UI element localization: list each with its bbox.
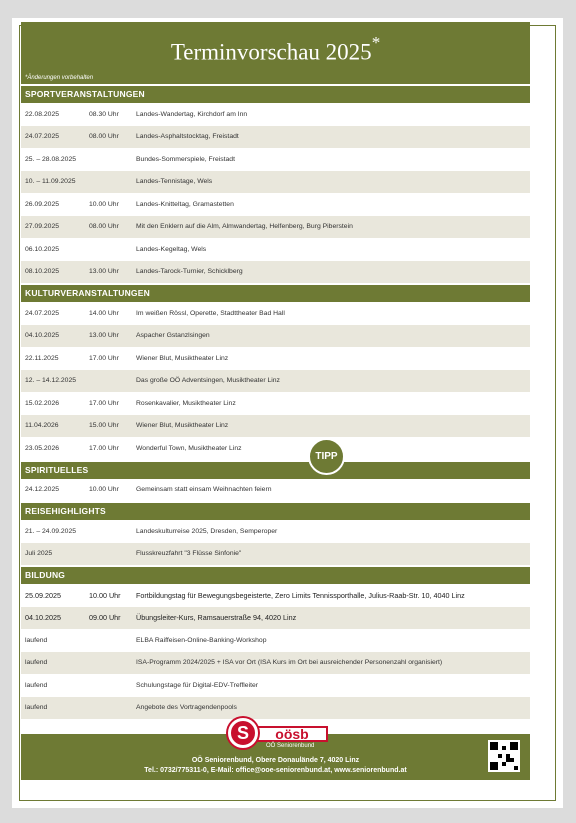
event-title: Wiener Blut, Musiktheater Linz xyxy=(136,422,229,430)
event-time: 08.00 Uhr xyxy=(89,133,119,141)
event-time: 09.00 Uhr xyxy=(89,613,121,623)
event-title: ELBA Raiffeisen-Online-Banking-Workshop xyxy=(136,636,267,644)
event-title: Fortbildungstag für Bewegungsbegeisterte, Zero Limits Tennissporthalle, Julius-Raab-Str. 10, 4040 Linz xyxy=(136,590,465,600)
event-row xyxy=(21,437,530,460)
event-date: laufend xyxy=(25,704,48,712)
qr-code-icon xyxy=(488,740,520,772)
event-title: ISA-Programm 2024/2025 + ISA vor Ort (ISA Kurs im Ort bei ausreichender Personenzahl organisiert) xyxy=(136,659,443,667)
page-title: Terminvorschau 2025* xyxy=(170,33,381,65)
event-date: Juli 2025 xyxy=(25,550,53,558)
event-date: 12. – 14.12.2025 xyxy=(25,377,77,385)
event-date: 21. – 24.09.2025 xyxy=(25,527,77,535)
event-date: 25.09.2025 xyxy=(25,590,61,600)
event-date: 24.12.2025 xyxy=(25,486,60,494)
event-row xyxy=(21,520,530,543)
event-date: 24.07.2025 xyxy=(25,309,60,317)
section-header-sport: SPORTVERANSTALTUNGEN xyxy=(21,84,530,103)
event-title: Landes-Wandertag, Kirchdorf am Inn xyxy=(136,110,248,118)
event-date: laufend xyxy=(25,681,48,689)
event-title: Bundes-Sommerspiele, Freistadt xyxy=(136,155,235,163)
event-row xyxy=(21,126,530,149)
event-title: Landeskulturreise 2025, Dresden, Semperoper xyxy=(136,527,278,535)
logo-wordmark: oösb xyxy=(256,726,328,742)
event-date: laufend xyxy=(25,636,48,644)
event-row xyxy=(21,674,530,697)
event-time: 08.30 Uhr xyxy=(89,110,119,118)
event-row xyxy=(21,479,530,502)
event-title: Flusskreuzfahrt "3 Flüsse Sinfonie" xyxy=(136,550,242,558)
event-time: 17.00 Uhr xyxy=(89,444,119,452)
event-title: Im weißen Rössl, Operette, Stadttheater Bad Hall xyxy=(136,309,285,317)
event-title: Rosenkavalier, Musiktheater Linz xyxy=(136,399,236,407)
event-row xyxy=(21,261,530,284)
event-row xyxy=(21,216,530,239)
event-row xyxy=(21,238,530,261)
event-date: 10. – 11.09.2025 xyxy=(25,178,76,186)
footer-address: OÖ Seniorenbund, Obere Donaulände 7, 4020 Linz xyxy=(191,757,360,764)
event-time: 10.00 Uhr xyxy=(89,486,119,494)
event-title: Landes-Tennistage, Wels xyxy=(136,178,213,186)
event-date: 15.02.2026 xyxy=(25,399,60,407)
event-time: 17.00 Uhr xyxy=(89,399,119,407)
disclaimer-note: *Änderungen vorbehalten xyxy=(25,75,94,81)
header-banner xyxy=(21,22,530,84)
event-title: Landes-Tarock-Turnier, Schicklberg xyxy=(136,268,243,276)
event-date: 04.10.2025 xyxy=(25,613,61,623)
event-title: Landes-Kegeltag, Wels xyxy=(136,245,207,253)
section-header-spirit: SPIRITUELLES xyxy=(21,460,530,479)
event-row xyxy=(21,103,530,126)
footer-contact: Tel.: 0732/775311-0, E-Mail: office@ooe-seniorenbund.at, www.seniorenbund.at xyxy=(144,767,407,774)
event-row xyxy=(21,629,530,652)
event-time: 17.00 Uhr xyxy=(89,354,119,362)
event-time: 13.00 Uhr xyxy=(89,268,119,276)
event-title: Gemeinsam statt einsam Weihnachten feiern xyxy=(136,486,272,494)
event-date: 22.11.2025 xyxy=(25,354,59,362)
event-title: Angebote des Vortragendenpools xyxy=(136,704,237,712)
event-title: Wiener Blut, Musiktheater Linz xyxy=(136,354,229,362)
event-title: Aspacher Gstanzlsingen xyxy=(136,332,210,340)
event-time: 14.00 Uhr xyxy=(89,309,119,317)
event-title: Wonderful Town, Musiktheater Linz xyxy=(136,444,242,452)
event-row xyxy=(21,392,530,415)
event-row xyxy=(21,543,530,566)
event-row xyxy=(21,193,530,216)
event-row xyxy=(21,652,530,675)
event-date: 26.09.2025 xyxy=(25,200,60,208)
event-date: 11.04.2026 xyxy=(25,422,59,430)
event-date: 22.08.2025 xyxy=(25,110,60,118)
event-date: 04.10.2025 xyxy=(25,332,60,340)
event-row xyxy=(21,584,530,607)
event-time: 10.00 Uhr xyxy=(89,200,119,208)
section-header-kultur: KULTURVERANSTALTUNGEN xyxy=(21,283,530,302)
event-date: 08.10.2025 xyxy=(25,268,60,276)
event-date: 06.10.2025 xyxy=(25,245,60,253)
oesb-logo xyxy=(226,716,336,758)
event-title: Übungsleiter-Kurs, Ramsauerstraße 94, 4020 Linz xyxy=(136,613,297,623)
event-title: Landes-Knitteltag, Gramastetten xyxy=(136,200,234,208)
event-title: Das große OÖ Adventsingen, Musiktheater Linz xyxy=(136,377,280,385)
event-time: 10.00 Uhr xyxy=(89,590,121,600)
event-date: 23.05.2026 xyxy=(25,444,60,452)
event-row xyxy=(21,148,530,171)
event-date: 25. – 28.08.2025 xyxy=(25,155,77,163)
event-row xyxy=(21,171,530,194)
schedule-body xyxy=(21,84,530,719)
event-title: Schulungstage für Digital-EDV-Treffleiter xyxy=(136,681,259,689)
event-row xyxy=(21,347,530,370)
event-time: 15.00 Uhr xyxy=(89,422,119,430)
logo-circle: S xyxy=(228,718,258,748)
event-time: 08.00 Uhr xyxy=(89,223,119,231)
event-row xyxy=(21,607,530,630)
event-date: 27.09.2025 xyxy=(25,223,60,231)
event-title: Mit den Enklern auf die Alm, Almwandertag, Helfenberg, Burg Piberstein xyxy=(136,223,353,231)
section-header-reise: REISEHIGHLIGHTS xyxy=(21,501,530,520)
section-header-bildung: BILDUNG xyxy=(21,565,530,584)
event-row xyxy=(21,370,530,393)
event-date: 24.07.2025 xyxy=(25,133,60,141)
tipp-badge: TIPP xyxy=(308,438,345,475)
event-row xyxy=(21,415,530,438)
event-row xyxy=(21,302,530,325)
event-row xyxy=(21,325,530,348)
logo-subtitle: OÖ Seniorenbund xyxy=(266,743,315,749)
event-title: Landes-Asphaltstocktag, Freistadt xyxy=(136,133,239,141)
event-time: 13.00 Uhr xyxy=(89,332,119,340)
event-date: laufend xyxy=(25,659,48,667)
